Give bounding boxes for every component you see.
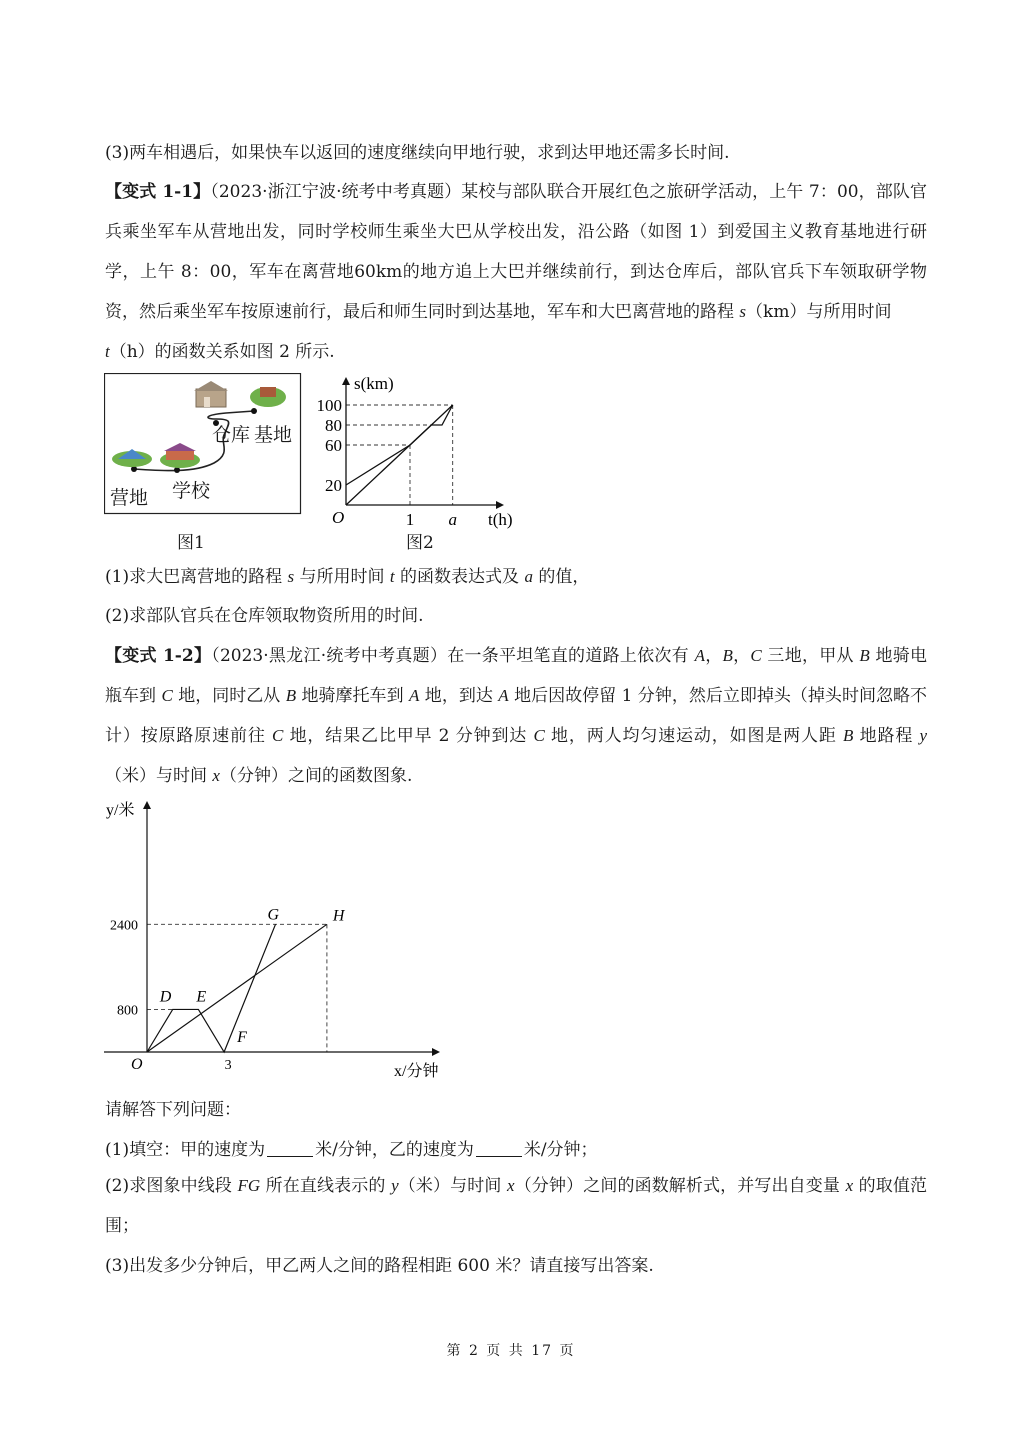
chart2-point-label: E: [196, 988, 207, 1006]
var-t: t: [105, 342, 110, 361]
variant-1-1-label: 【变式 1-1】: [105, 182, 211, 202]
chart2-y-tick: 2400: [110, 918, 138, 934]
variant-1-1-text-1: （2023·浙江宁波·统考中考真题）某校与部队联合开展红色之旅研学活动，上午 7：00，部队官兵乘坐军车从营地出发，同时学校师生乘坐大巴从学校出发，沿公路（如图 1）到爱国主义教育基地进行研学，上午 8：00，军车在离营地60km的地方追上大巴并继续前行，到达仓库后，部队官兵下车领取研学物资，然后乘坐军车按原速前行，最后和师生同时到达基地，军车和大巴离营地的路程: [105, 182, 927, 322]
variant-1-1-stem: [105, 172, 927, 372]
variant-1-2-q1: (1)填空：甲的速度为 米/分钟，乙的速度为 米/分钟；: [105, 1140, 598, 1160]
figure-1-map: [104, 373, 302, 515]
variant-1-2-q3: (3)出发多少分钟后，甲乙两人之间的路程相距 600 米？请直接写出答案.: [105, 1256, 654, 1276]
answer-blank-2[interactable]: [476, 1140, 522, 1157]
chart2-x-tick: 3: [224, 1058, 232, 1073]
chart2-x-arrow: [432, 1048, 440, 1056]
variant-1-2-prompt: 请解答下列问题：: [105, 1100, 241, 1120]
map-label-warehouse: 仓库: [212, 424, 251, 446]
variant-1-2-q2: (2)求图象中线段 FG 所在直线表示的 y（米）与时间 x（分钟）之间的函数解析式，并写出自变量 x 的取值范围；: [105, 1176, 928, 1236]
chart2-point-label: H: [332, 907, 345, 925]
figure-2-chart: [312, 373, 524, 531]
variant-1-2-stem: 【变式 1-2】（2023·黑龙江·统考中考真题）在一条平坦笔直的道路上依次有 A，B，C 三地，甲从 B 地骑电瓶车到 C 地，同时乙从 B 地骑摩托车到 A 地，到达 A 地后因故停留 1 分钟，然后立即掉头（掉头时间忽略不计）按原路原速前往 C 地，结果乙比甲早 2 分钟到达 C 地，两人均匀速运动，如图是两人距 B 地路程 y（米）与时间 x（分钟）之间的函数图象.: [105, 646, 928, 786]
chart1-y-arrow: [342, 377, 350, 385]
variant-1-1-q1: (1)求大巴离营地的路程 s 与所用时间 t 的函数表达式及 a 的值，: [105, 567, 590, 587]
chart2-point-label: G: [267, 906, 280, 924]
chart1-lines: [346, 405, 453, 505]
chart1-y-tick: 80: [325, 416, 342, 435]
variant-1-1-q2: (2)求部队官兵在仓库领取物资所用的时间.: [105, 606, 424, 626]
chart1-x-tick: a: [448, 510, 457, 529]
distance-time-chart: [96, 795, 456, 1085]
chart2-y-label: y/米: [106, 802, 135, 819]
chart2-y-tick: 800: [117, 1003, 138, 1019]
chart1-y-tick: 100: [316, 396, 342, 415]
variant-1-2-label: 【变式 1-2】: [105, 646, 212, 666]
variant-1-1-text-2: （km）与所用时间: [746, 302, 892, 322]
prev-question-3: (3)两车相遇后，如果快车以返回的速度继续向甲地行驶，求到达甲地还需多长时间.: [105, 143, 730, 163]
var-s: s: [739, 302, 747, 321]
map-label-camp: 营地: [110, 487, 149, 509]
base-icon: [250, 387, 286, 407]
answer-blank-1[interactable]: [267, 1140, 313, 1157]
figure-1-caption: 图1: [177, 533, 205, 553]
chart2-y-arrow: [143, 801, 151, 809]
page-footer: 第 2 页 共 17 页: [446, 1343, 576, 1359]
chart2-axes: [104, 801, 440, 1056]
chart2-point-label: F: [237, 1029, 247, 1046]
map-label-school: 学校: [172, 480, 211, 502]
chart1-y-tick: 60: [325, 436, 342, 455]
chart2-origin: O: [131, 1056, 143, 1073]
chart1-x-tick: 1: [405, 510, 415, 529]
variant-1-1-text-3: （h）的函数关系如图 2 所示.: [109, 342, 335, 362]
chart1-y-label: s(km): [354, 374, 394, 393]
chart1-x-label: t(h): [488, 510, 513, 529]
chart2-point-label: D: [159, 988, 172, 1006]
chart1-origin: O: [332, 508, 345, 527]
chart1-series-1: [346, 405, 453, 505]
figure-2-caption: 图2: [406, 533, 434, 553]
chart1-y-tick: 20: [325, 476, 342, 495]
chart1-x-arrow: [496, 501, 504, 509]
map-label-base: 基地: [254, 424, 293, 446]
chart1-axes: [342, 377, 504, 509]
chart2-x-label: x/分钟: [394, 1063, 439, 1080]
